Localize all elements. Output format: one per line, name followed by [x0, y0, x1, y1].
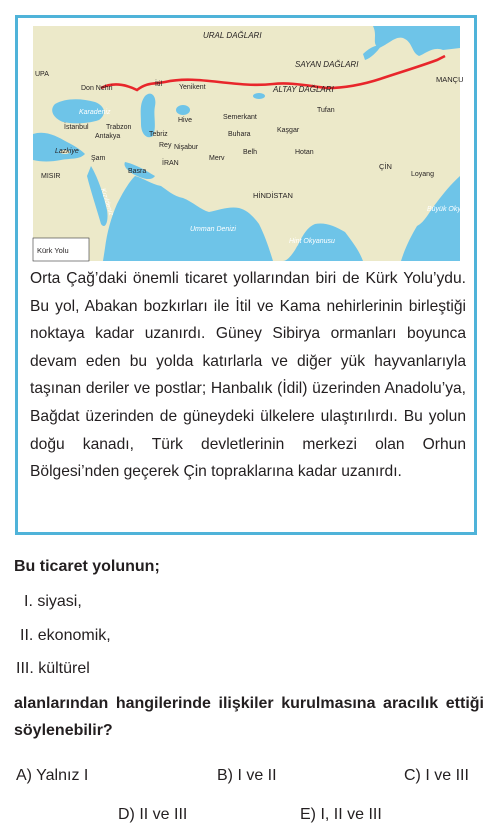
label-cin: ÇİN: [379, 162, 392, 171]
label-istanbul: İstanbul: [64, 124, 89, 131]
map-lake-balkhash: [253, 93, 265, 99]
label-upa: UPA: [35, 71, 49, 78]
label-itil: İtil: [155, 81, 162, 88]
label-don: Don Nehri: [81, 85, 113, 92]
label-merv: Merv: [209, 155, 225, 162]
label-hindistan: HİNDİSTAN: [253, 191, 293, 200]
label-antakya: Antakya: [95, 133, 121, 140]
option-c[interactable]: C) I ve III: [404, 767, 469, 784]
label-tufan: Tufan: [317, 107, 335, 114]
map-aral: [176, 105, 190, 115]
label-sayan: SAYAN DAĞLARI: [295, 60, 359, 69]
label-kizildeniz: Kızıldeniz: [99, 187, 115, 217]
label-loyang: Loyang: [411, 171, 434, 178]
label-hive: Hive: [178, 117, 193, 124]
question-tail: alanlarından hangilerinde ilişkiler kurulmasına aracılık ettiği söylenebilir?: [14, 695, 484, 739]
label-mancu: MANÇU: [436, 75, 464, 84]
map: [33, 26, 465, 261]
label-umman: Umman Denizi: [190, 226, 236, 233]
label-semerkant: Semerkant: [223, 114, 257, 121]
map-legend-label: Kürk Yolu: [37, 246, 69, 255]
label-kasgar: Kaşgar: [277, 127, 300, 134]
label-tebriz: Tebriz: [149, 131, 168, 138]
label-yenikent: Yenikent: [179, 84, 206, 91]
question-item-1: I. siyasi,: [24, 593, 82, 610]
question-item-3: III. kültürel: [16, 660, 90, 677]
label-karadeniz: Karadeniz: [79, 109, 111, 116]
label-basra: Basra: [128, 168, 147, 175]
label-hotan: Hotan: [295, 149, 314, 156]
content-frame: [15, 15, 477, 535]
option-b[interactable]: B) I ve II: [217, 767, 277, 784]
label-nisabur: Nişabur: [174, 144, 199, 151]
label-lazkiye: Lazkiye: [55, 148, 79, 155]
label-buhara: Buhara: [228, 131, 251, 138]
question-head: Bu ticaret yolunun;: [14, 558, 160, 575]
label-sam: Şam: [91, 155, 106, 162]
label-iran: İRAN: [162, 160, 179, 167]
label-misir: MISIR: [41, 173, 61, 180]
label-belh: Belh: [243, 149, 258, 156]
label-hint: Hint Okyanusu: [289, 238, 335, 245]
option-e[interactable]: E) I, II ve III: [300, 806, 382, 823]
label-trabzon: Trabzon: [106, 124, 132, 131]
passage-text: Orta Çağ’daki önemli ticaret yollarından biri de Kürk Yolu’ydu. Bu yol, Abakan bozkırları ile İtil ve Kama nehirlerinin birleştiği noktaya kadar uzanırdı. Güney Sibirya ormanları boyunca devam eden bu yolda katırlarla ve diğer yük hayvanlarıyla taşınan deriler ve postlar; Hanbalık (İdil) üzerinden Anadolu’ya, Bağdat üzerinden de güneydeki ülkelere ulaştırılırdı. Bu yolun doğu kanadı, Türk devletlerinin merkezi olan Orhun Bölgesi’nden geçerek Çin topraklarına kadar uzanırdı.: [30, 270, 466, 481]
label-buyuk: Büyük Okya: [427, 206, 465, 213]
label-altay: ALTAY DAĞLARI: [273, 85, 334, 94]
option-d[interactable]: D) II ve III: [118, 806, 188, 823]
question-item-2: II. ekonomik,: [20, 627, 111, 644]
option-a[interactable]: A) Yalnız I: [16, 767, 89, 784]
label-rey: Rey: [159, 142, 172, 149]
label-ural: URAL DAĞLARI: [203, 31, 262, 40]
